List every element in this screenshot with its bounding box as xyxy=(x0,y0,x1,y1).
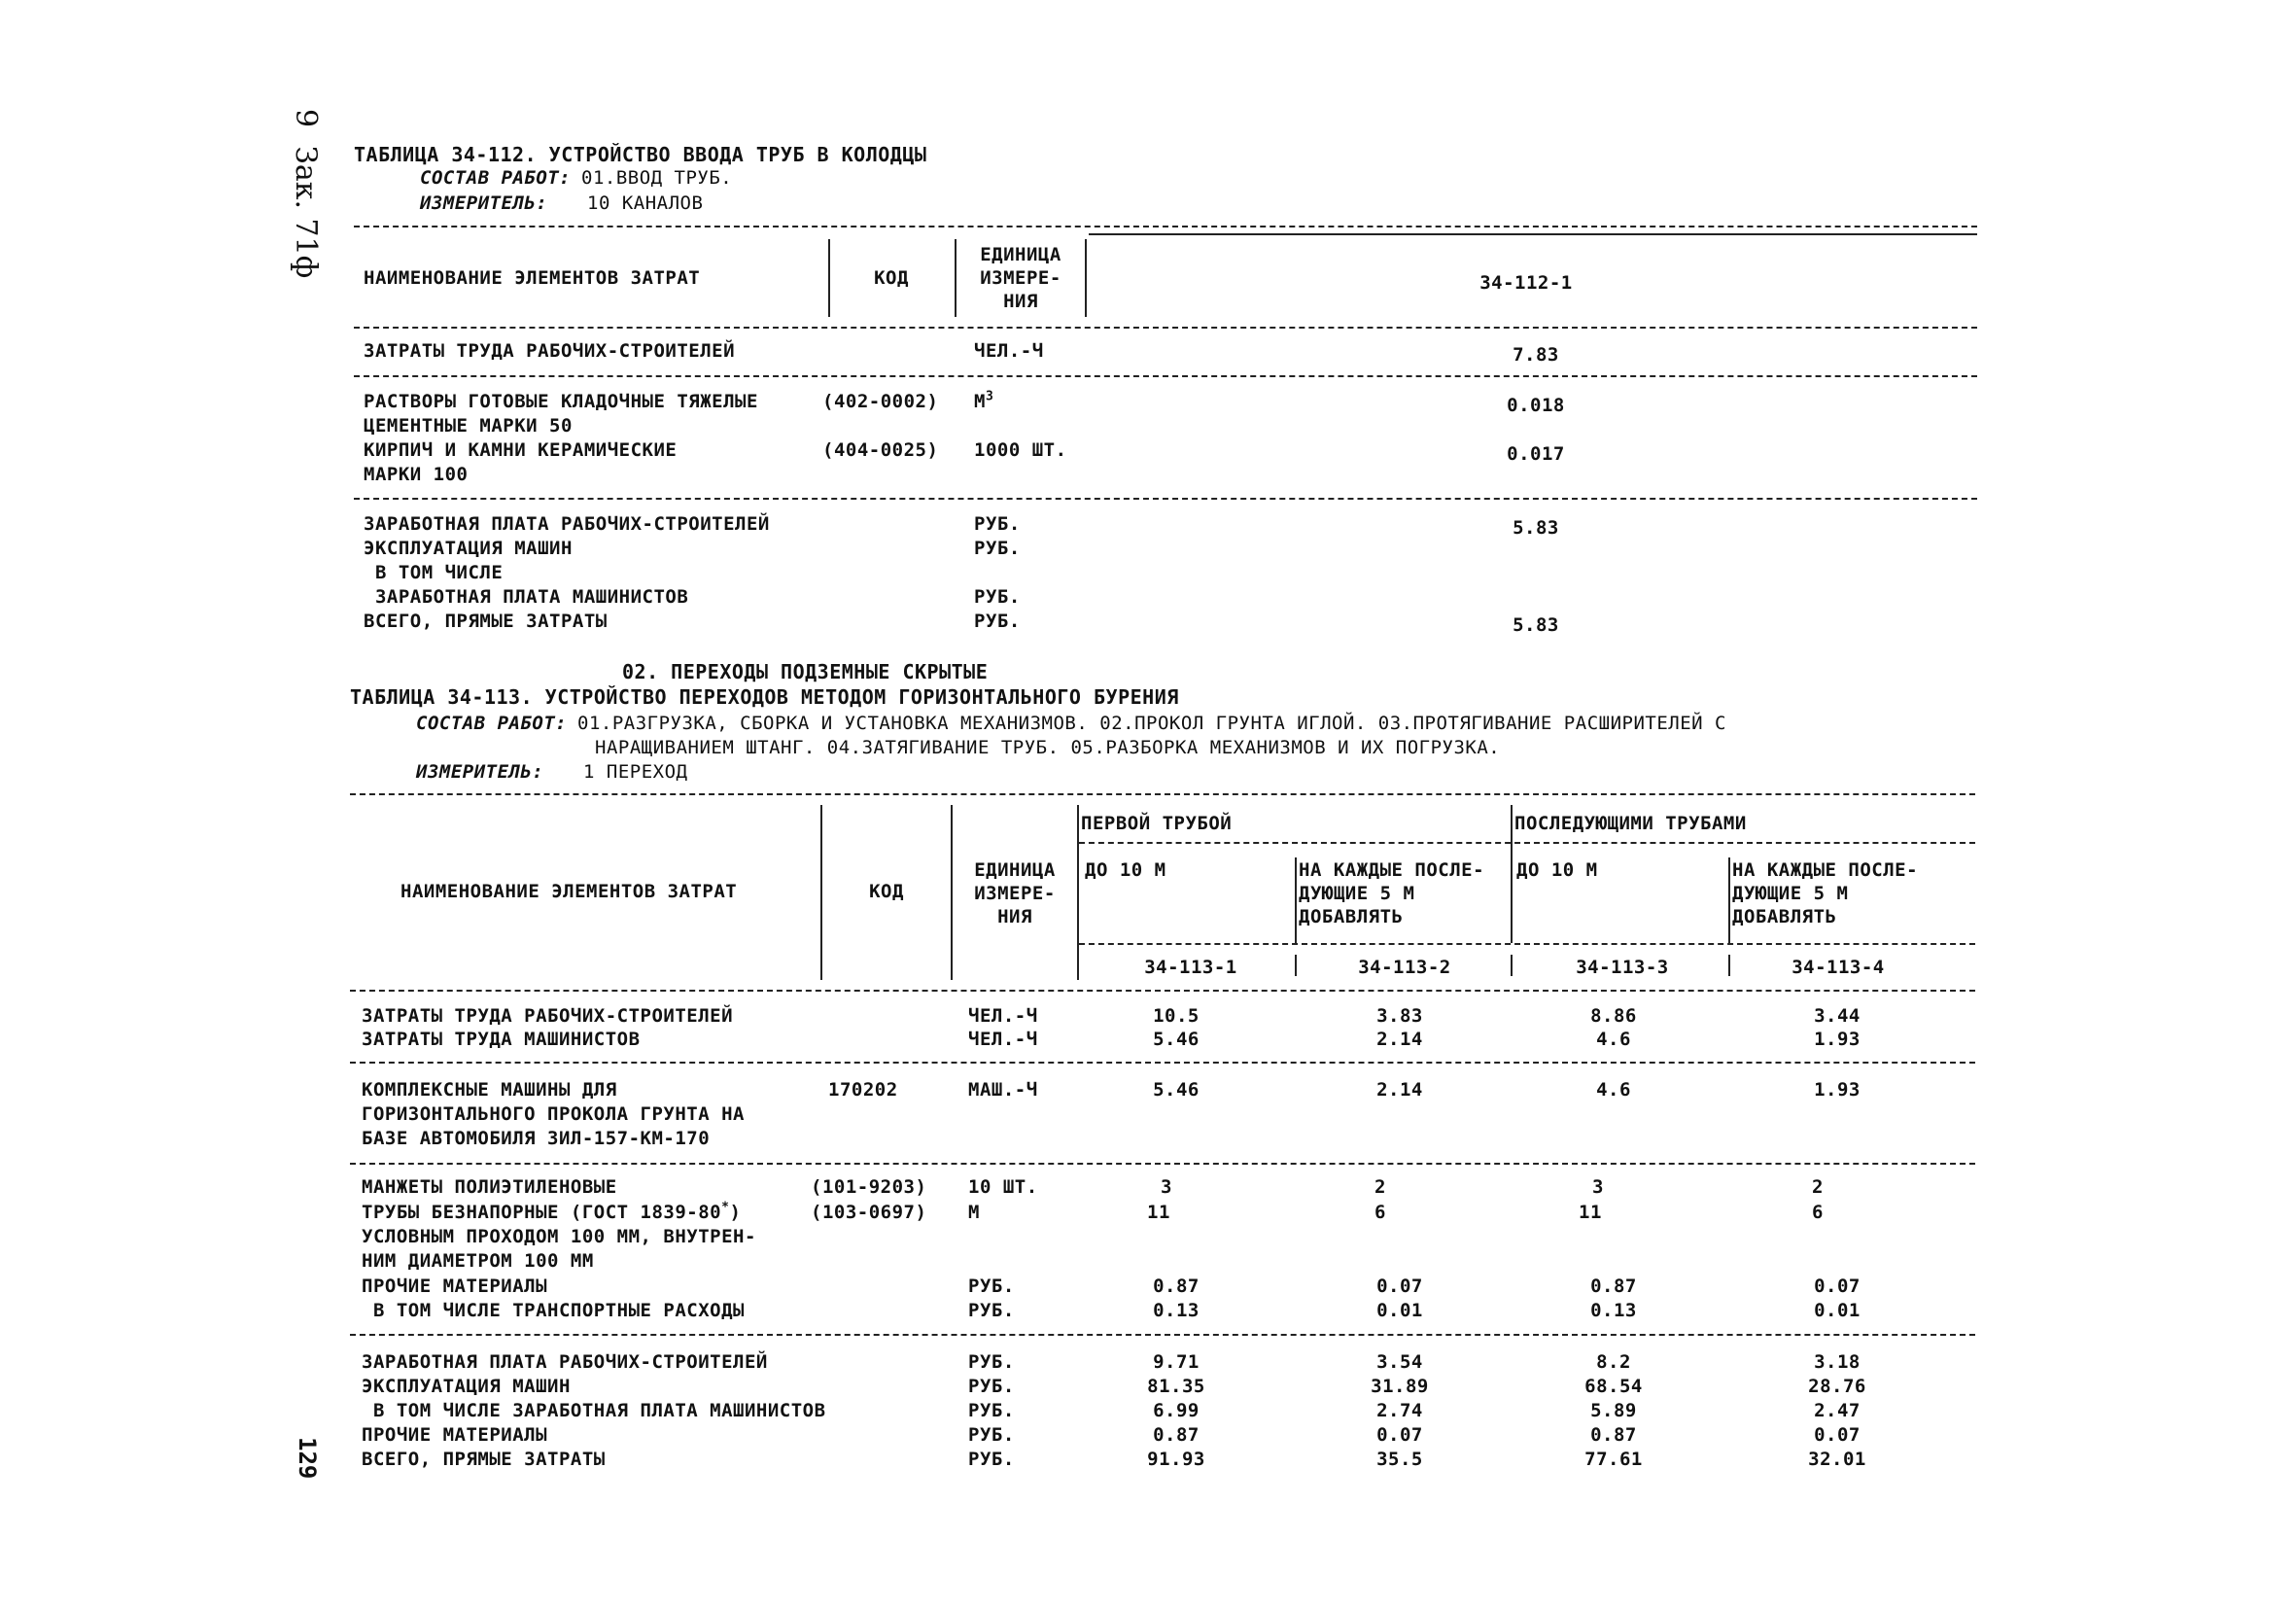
t113-row-transport-v4: 0.01 xyxy=(1814,1300,1861,1321)
table-113-col-3: 34-113-3 xyxy=(1576,957,1669,978)
t113-row-oplabor-v4: 1.93 xyxy=(1814,1029,1861,1050)
t113-row-transport-name: В ТОМ ЧИСЛЕ ТРАНСПОРТНЫЕ РАСХОДЫ xyxy=(362,1300,745,1321)
table-113-col-1: 34-113-1 xyxy=(1144,957,1237,978)
t113-row-cuffs-unit: 10 ШТ. xyxy=(968,1176,1038,1198)
t113-row-machine-v4: 1.93 xyxy=(1814,1079,1861,1101)
divider xyxy=(350,990,1975,992)
table-112-head-unit-2: ИЗМЕРЕ- xyxy=(980,267,1061,289)
t112-row-labor-value: 7.83 xyxy=(1513,344,1559,366)
table-113-sostav-label: СОСТАВ РАБОТ: xyxy=(416,713,568,734)
table-112-head-col: 34-112-1 xyxy=(1479,272,1573,294)
divider xyxy=(354,375,1977,377)
t113-row-exploit-v2: 31.89 xyxy=(1371,1376,1429,1397)
column-rule xyxy=(828,239,830,317)
t113-row-total-name: ВСЕГО, ПРЯМЫЕ ЗАТРАТЫ xyxy=(362,1449,606,1470)
table-113-sub-each-1c: ДОБАВЛЯТЬ xyxy=(1299,906,1404,927)
t113-row-labor-unit: ЧЕЛ.-Ч xyxy=(968,1005,1038,1027)
t113-row-wage-v1: 9.71 xyxy=(1153,1351,1200,1373)
t113-row-machine-name: КОМПЛЕКСНЫЕ МАШИНЫ ДЛЯ xyxy=(362,1079,617,1101)
t113-row-wage-name: ЗАРАБОТНАЯ ПЛАТА РАБОЧИХ-СТРОИТЕЛЕЙ xyxy=(362,1351,768,1373)
column-rule xyxy=(1077,805,1079,980)
t113-row-pipes-v2: 6 xyxy=(1374,1202,1386,1223)
table-112-izm-text: 10 КАНАЛОВ xyxy=(587,192,704,214)
t112-row-total-unit: РУБ. xyxy=(974,611,1021,632)
t113-row-exploit-unit: РУБ. xyxy=(968,1376,1015,1397)
t113-row-cuffs-v1: 3 xyxy=(1161,1176,1172,1198)
t112-row-mortar-name2: ЦЕМЕНТНЫЕ МАРКИ 50 xyxy=(364,415,573,437)
t112-row-incl-name: В ТОМ ЧИСЛЕ xyxy=(364,562,504,583)
column-rule xyxy=(1728,955,1730,976)
table-113-izm-label: ИЗМЕРИТЕЛЬ: xyxy=(416,761,544,783)
table-113-col-4: 34-113-4 xyxy=(1792,957,1885,978)
t113-row-othermat-v3: 0.87 xyxy=(1590,1276,1637,1297)
t113-row-othermat-v2: 0.07 xyxy=(1376,1276,1423,1297)
table-113-sub-each-1a: НА КАЖДЫЕ ПОСЛЕ- xyxy=(1299,859,1485,881)
t113-row-transport-v2: 0.01 xyxy=(1376,1300,1423,1321)
table-113-izm-text: 1 ПЕРЕХОД xyxy=(583,761,688,783)
divider xyxy=(354,327,1977,329)
t113-row-wage-v2: 3.54 xyxy=(1376,1351,1423,1373)
t112-row-mortar-name: РАСТВОРЫ ГОТОВЫЕ КЛАДОЧНЫЕ ТЯЖЕЛЫЕ xyxy=(364,391,758,412)
page-number: 129 xyxy=(294,1437,321,1480)
column-rule xyxy=(1511,805,1513,943)
t113-row-cuffs-v4: 2 xyxy=(1812,1176,1824,1198)
t113-row-exploit-v4: 28.76 xyxy=(1808,1376,1866,1397)
t113-row-total-v2: 35.5 xyxy=(1376,1449,1423,1470)
divider xyxy=(1089,233,1977,235)
t113-row-othermat-name: ПРОЧИЕ МАТЕРИАЛЫ xyxy=(362,1276,548,1297)
t112-row-brick-name: КИРПИЧ И КАМНИ КЕРАМИЧЕСКИЕ xyxy=(364,439,678,461)
t113-row-opwage-v2: 2.74 xyxy=(1376,1400,1423,1421)
t113-row-opwage-v4: 2.47 xyxy=(1814,1400,1861,1421)
divider xyxy=(1079,842,1975,844)
t113-row-labor-name: ЗАТРАТЫ ТРУДА РАБОЧИХ-СТРОИТЕЛЕЙ xyxy=(362,1005,734,1027)
t113-row-othermat2-unit: РУБ. xyxy=(968,1424,1015,1446)
section-title: 02. ПЕРЕХОДЫ ПОДЗЕМНЫЕ СКРЫТЫЕ xyxy=(622,660,989,683)
t113-row-transport-unit: РУБ. xyxy=(968,1300,1015,1321)
t113-row-exploit-v3: 68.54 xyxy=(1584,1376,1643,1397)
t113-row-wage-v4: 3.18 xyxy=(1814,1351,1861,1373)
t112-row-brick-kod: (404-0025) xyxy=(822,439,939,461)
t112-row-labor-name: ЗАТРАТЫ ТРУДА РАБОЧИХ-СТРОИТЕЛЕЙ xyxy=(364,340,736,362)
t112-row-labor-unit: ЧЕЛ.-Ч xyxy=(974,340,1044,362)
t112-row-total-name: ВСЕГО, ПРЯМЫЕ ЗАТРАТЫ xyxy=(364,611,608,632)
divider xyxy=(350,1163,1975,1165)
t113-row-total-unit: РУБ. xyxy=(968,1449,1015,1470)
table-113-sub-each-1b: ДУЮЩИЕ 5 М xyxy=(1299,883,1415,904)
t112-row-operators-name: ЗАРАБОТНАЯ ПЛАТА МАШИНИСТОВ xyxy=(364,586,689,608)
t113-row-oplabor-unit: ЧЕЛ.-Ч xyxy=(968,1029,1038,1050)
t113-row-total-v1: 91.93 xyxy=(1147,1449,1205,1470)
column-rule xyxy=(955,239,957,317)
t113-row-machine-kod: 170202 xyxy=(828,1079,898,1101)
t113-row-transport-v3: 0.13 xyxy=(1590,1300,1637,1321)
t113-row-cuffs-v2: 2 xyxy=(1374,1176,1386,1198)
table-112-izm-label: ИЗМЕРИТЕЛЬ: xyxy=(420,192,548,214)
t112-row-wage-value: 5.83 xyxy=(1513,517,1559,539)
t113-row-exploit-v1: 81.35 xyxy=(1147,1376,1205,1397)
t113-row-opwage-v1: 6.99 xyxy=(1153,1400,1200,1421)
column-rule xyxy=(951,805,953,980)
table-112-title: ТАБЛИЦА 34-112. УСТРОЙСТВО ВВОДА ТРУБ В КОЛОДЦЫ xyxy=(354,143,927,166)
t113-row-oplabor-v3: 4.6 xyxy=(1596,1029,1631,1050)
table-112-head-unit-3: НИЯ xyxy=(1003,291,1038,312)
column-rule xyxy=(1728,857,1730,943)
t113-row-othermat-v4: 0.07 xyxy=(1814,1276,1861,1297)
t113-row-pipes-v1: 11 xyxy=(1147,1202,1170,1223)
column-rule xyxy=(1085,239,1087,317)
t113-row-machine-name3: БАЗЕ АВТОМОБИЛЯ ЗИЛ-157-КМ-170 xyxy=(362,1128,711,1149)
t113-row-exploit-name: ЭКСПЛУАТАЦИЯ МАШИН xyxy=(362,1376,571,1397)
t112-row-brick-name2: МАРКИ 100 xyxy=(364,464,469,485)
t113-row-pipes-v3: 11 xyxy=(1579,1202,1602,1223)
table-113-head-unit-2: ИЗМЕРЕ- xyxy=(974,883,1056,904)
t113-row-total-v4: 32.01 xyxy=(1808,1449,1866,1470)
divider xyxy=(350,1334,1975,1336)
table-113-col-2: 34-113-2 xyxy=(1358,957,1451,978)
t113-row-pipes-name2: УСЛОВНЫМ ПРОХОДОМ 100 ММ, ВНУТРЕН- xyxy=(362,1226,756,1247)
t113-row-othermat2-v1: 0.87 xyxy=(1153,1424,1200,1446)
t113-row-pipes-v4: 6 xyxy=(1812,1202,1824,1223)
table-112-head-unit-1: ЕДИНИЦА xyxy=(980,244,1061,265)
t112-row-operators-unit: РУБ. xyxy=(974,586,1021,608)
t112-row-mortar-kod: (402-0002) xyxy=(822,391,939,412)
t112-row-wage-unit: РУБ. xyxy=(974,513,1021,535)
t112-row-brick-value: 0.017 xyxy=(1507,443,1565,465)
t113-row-othermat2-v4: 0.07 xyxy=(1814,1424,1861,1446)
table-113-sub-do10-2: ДО 10 М xyxy=(1516,859,1598,881)
t112-row-wage-name: ЗАРАБОТНАЯ ПЛАТА РАБОЧИХ-СТРОИТЕЛЕЙ xyxy=(364,513,770,535)
table-113-head-name: НАИМЕНОВАНИЕ ЭЛЕМЕНТОВ ЗАТРАТ xyxy=(400,881,738,902)
t113-row-total-v3: 77.61 xyxy=(1584,1449,1643,1470)
column-rule xyxy=(1295,955,1297,976)
t113-row-pipes-name: ТРУБЫ БЕЗНАПОРНЫЕ (ГОСТ 1839-80*) xyxy=(362,1200,742,1223)
table-112-sostav-label: СОСТАВ РАБОТ: xyxy=(420,167,572,189)
divider xyxy=(1079,943,1975,945)
divider xyxy=(354,498,1977,500)
t112-row-machines-unit: РУБ. xyxy=(974,538,1021,559)
divider xyxy=(350,793,1975,795)
t113-row-oplabor-name: ЗАТРАТЫ ТРУДА МАШИНИСТОВ xyxy=(362,1029,641,1050)
t112-row-mortar-unit: $М^3$ xyxy=(974,389,994,412)
t113-row-pipes-name3: НИМ ДИАМЕТРОМ 100 ММ xyxy=(362,1250,594,1272)
t113-row-othermat-unit: РУБ. xyxy=(968,1276,1015,1297)
table-113-head-unit-3: НИЯ xyxy=(997,906,1032,927)
side-order-note: 9 Зак. 71ф xyxy=(289,109,323,279)
t113-row-pipes-unit: М xyxy=(968,1202,980,1223)
table-113-sub-do10-1: ДО 10 М xyxy=(1085,859,1166,881)
t113-row-transport-v1: 0.13 xyxy=(1153,1300,1200,1321)
table-113-sub-each-2c: ДОБАВЛЯТЬ xyxy=(1732,906,1837,927)
table-113-group-next-pipes: ПОСЛЕДУЮЩИМИ ТРУБАМИ xyxy=(1514,813,1747,834)
table-113-head-unit-1: ЕДИНИЦА xyxy=(974,859,1056,881)
t113-row-cuffs-name: МАНЖЕТЫ ПОЛИЭТИЛЕНОВЫЕ xyxy=(362,1176,617,1198)
t113-row-machine-v3: 4.6 xyxy=(1596,1079,1631,1101)
t113-row-othermat-v1: 0.87 xyxy=(1153,1276,1200,1297)
t113-row-othermat2-v2: 0.07 xyxy=(1376,1424,1423,1446)
t113-row-oplabor-v1: 5.46 xyxy=(1153,1029,1200,1050)
divider xyxy=(354,226,1977,227)
t113-row-opwage-v3: 5.89 xyxy=(1590,1400,1637,1421)
t113-row-othermat2-v3: 0.87 xyxy=(1590,1424,1637,1446)
t113-row-othermat2-name: ПРОЧИЕ МАТЕРИАЛЫ xyxy=(362,1424,548,1446)
t113-row-pipes-kod: (103-0697) xyxy=(811,1202,927,1223)
t113-row-opwage-unit: РУБ. xyxy=(968,1400,1015,1421)
t113-row-wage-unit: РУБ. xyxy=(968,1351,1015,1373)
t112-row-brick-unit: 1000 ШТ. xyxy=(974,439,1067,461)
table-112-sostav-text: 01.ВВОД ТРУБ. xyxy=(581,167,733,189)
table-113-sub-each-2b: ДУЮЩИЕ 5 М xyxy=(1732,883,1849,904)
t113-row-machine-name2: ГОРИЗОНТАЛЬНОГО ПРОКОЛА ГРУНТА НА xyxy=(362,1103,745,1125)
t113-row-labor-v4: 3.44 xyxy=(1814,1005,1861,1027)
t113-row-labor-v1: 10.5 xyxy=(1153,1005,1200,1027)
table-113-sub-each-2a: НА КАЖДЫЕ ПОСЛЕ- xyxy=(1732,859,1919,881)
t113-row-cuffs-v3: 3 xyxy=(1592,1176,1604,1198)
table-112-head-kod: КОД xyxy=(874,267,909,289)
t113-row-oplabor-v2: 2.14 xyxy=(1376,1029,1423,1050)
divider xyxy=(350,1062,1975,1064)
t113-row-machine-v1: 5.46 xyxy=(1153,1079,1200,1101)
t113-row-labor-v3: 8.86 xyxy=(1590,1005,1637,1027)
t112-row-total-value: 5.83 xyxy=(1513,614,1559,636)
t112-row-mortar-value: 0.018 xyxy=(1507,395,1565,416)
column-rule xyxy=(1511,955,1513,976)
table-113-group-first-pipe: ПЕРВОЙ ТРУБОЙ xyxy=(1081,813,1233,834)
t113-row-machine-unit: МАШ.-Ч xyxy=(968,1079,1038,1101)
t113-row-wage-v3: 8.2 xyxy=(1596,1351,1631,1373)
t113-row-machine-v2: 2.14 xyxy=(1376,1079,1423,1101)
t113-row-cuffs-kod: (101-9203) xyxy=(811,1176,927,1198)
t113-row-labor-v2: 3.83 xyxy=(1376,1005,1423,1027)
table-112-head-name: НАИМЕНОВАНИЕ ЭЛЕМЕНТОВ ЗАТРАТ xyxy=(364,267,701,289)
column-rule xyxy=(820,805,822,980)
column-rule xyxy=(1295,857,1297,943)
table-113-title: ТАБЛИЦА 34-113. УСТРОЙСТВО ПЕРЕХОДОВ МЕТОДОМ ГОРИЗОНТАЛЬНОГО БУРЕНИЯ xyxy=(350,685,1179,709)
t112-row-machines-name: ЭКСПЛУАТАЦИЯ МАШИН xyxy=(364,538,573,559)
table-113-sostav-text-2: НАРАЩИВАНИЕМ ШТАНГ. 04.ЗАТЯГИВАНИЕ ТРУБ. 05.РАЗБОРКА МЕХАНИЗМОВ И ИХ ПОГРУЗКА. xyxy=(595,737,1501,758)
table-113-head-kod: КОД xyxy=(869,881,904,902)
t113-row-opwage-name: В ТОМ ЧИСЛЕ ЗАРАБОТНАЯ ПЛАТА МАШИНИСТОВ xyxy=(362,1400,826,1421)
table-113-sostav-text-1: 01.РАЗГРУЗКА, СБОРКА И УСТАНОВКА МЕХАНИЗМОВ. 02.ПРОКОЛ ГРУНТА ИГЛОЙ. 03.ПРОТЯГИВАНИЕ РАСШИРИТЕЛЕЙ С xyxy=(577,713,1726,734)
